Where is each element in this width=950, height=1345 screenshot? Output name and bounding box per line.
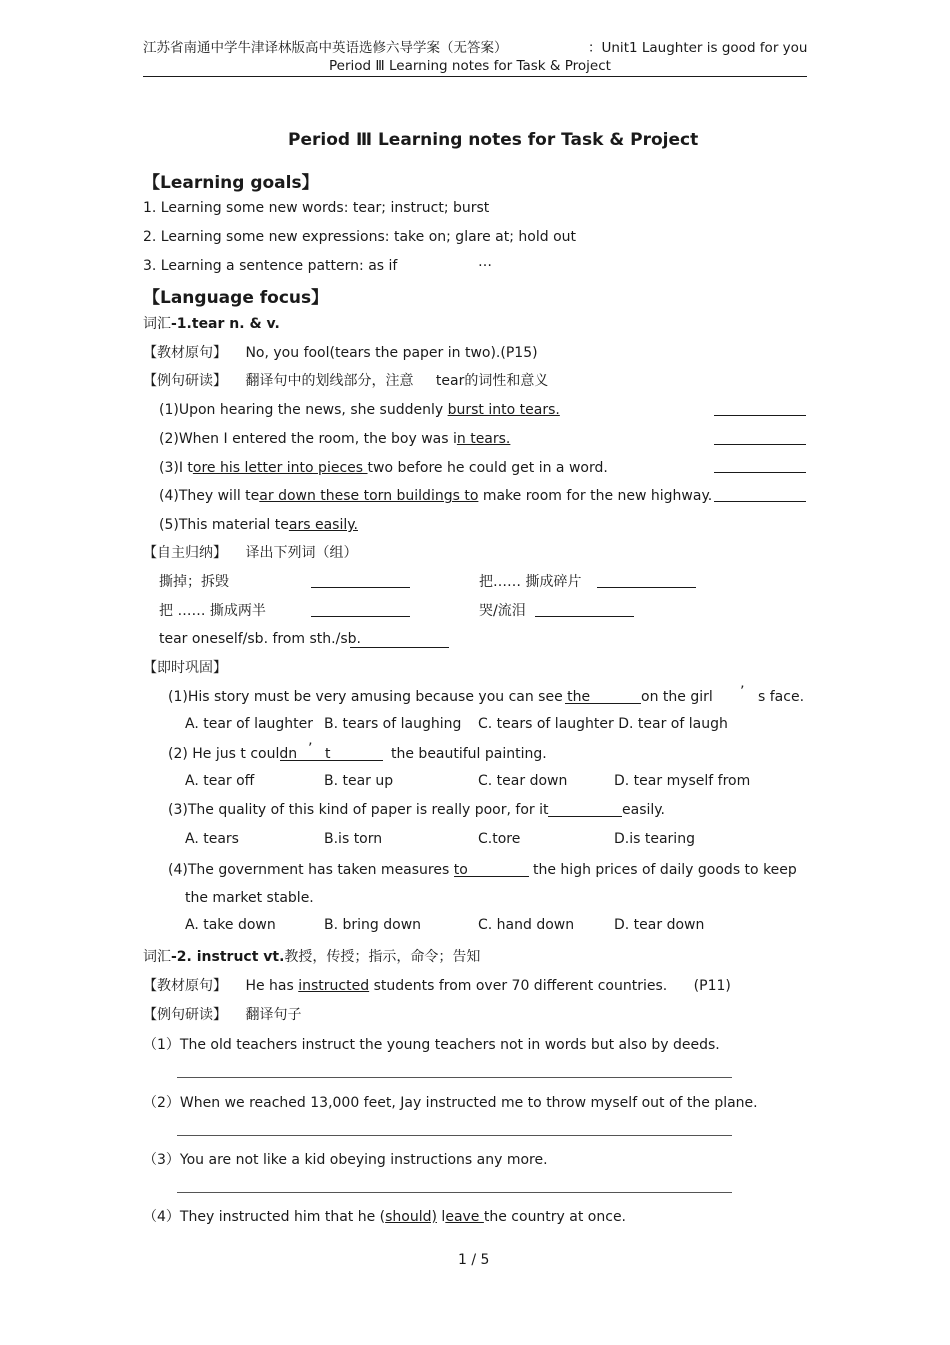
- term: tear oneself/sb. from sth./sb.: [159, 631, 361, 647]
- question-1-post: on the girl: [641, 689, 713, 705]
- question-1-end: s face.: [758, 689, 805, 705]
- example-study-2: 【例句研读】 翻译句子: [143, 1007, 302, 1023]
- answer-blank[interactable]: [714, 501, 806, 502]
- answer-blank[interactable]: [714, 444, 806, 445]
- focus-heading: 【Language focus】: [143, 288, 329, 308]
- header-left: 江苏省南通中学牛津译林版高中英语选修六导学案（无答案）: [143, 40, 508, 56]
- summary-heading: 【自主归纳】 译出下列词（组）: [143, 545, 358, 561]
- answer-blank[interactable]: [597, 587, 696, 588]
- question-3-post: easily.: [622, 802, 666, 818]
- option[interactable]: A. tear of laughter: [185, 716, 314, 732]
- question-2: (2) He jus t couldn: [168, 746, 298, 762]
- page-title: Period Ⅲ Learning notes for Task & Project: [288, 130, 699, 150]
- apostrophe: ’: [308, 741, 313, 757]
- answer-blank[interactable]: [565, 703, 641, 704]
- option[interactable]: D. tear myself from: [614, 773, 751, 789]
- term: 把 …… 撕成两半: [159, 603, 266, 619]
- question-2-post: the beautiful painting.: [391, 746, 547, 762]
- sentence-1: （1）The old teachers instruct the young teachers not in words but also by deeds.: [143, 1037, 720, 1053]
- example-2: (2)When I entered the room, the boy was in tears.: [159, 431, 511, 447]
- option[interactable]: C.tore: [478, 831, 521, 847]
- option[interactable]: C. hand down: [478, 917, 575, 933]
- goal-item: 2. Learning some new expressions: take on; glare at; hold out: [143, 229, 577, 245]
- question-4-post: the high prices of daily goods to keep: [533, 862, 797, 878]
- example-3: (3)I tore his letter into pieces two before he could get in a word.: [159, 460, 608, 476]
- example-1: (1)Upon hearing the news, she suddenly burst into tears.: [159, 402, 560, 418]
- term: 哭/流泪: [479, 603, 526, 619]
- option[interactable]: B.is torn: [324, 831, 383, 847]
- question-2-mid: t: [325, 746, 331, 762]
- goal-item: 3. Learning a sentence pattern: as if: [143, 258, 398, 274]
- translation-line[interactable]: [177, 1135, 732, 1136]
- option[interactable]: C. tears of laughter D. tear of laugh: [478, 716, 728, 732]
- answer-blank[interactable]: [548, 816, 622, 817]
- term: 撕掉；拆毁: [159, 574, 229, 590]
- option[interactable]: D. tear down: [614, 917, 705, 933]
- goals-heading: 【Learning goals】: [143, 173, 319, 193]
- option[interactable]: A. tear off: [185, 773, 255, 789]
- goal-ellipsis: …: [478, 254, 492, 270]
- option[interactable]: C. tear down: [478, 773, 568, 789]
- consolidate-heading: 【即时巩固】: [143, 660, 227, 676]
- option[interactable]: B. bring down: [324, 917, 422, 933]
- answer-blank[interactable]: [714, 472, 806, 473]
- answer-blank[interactable]: [280, 760, 383, 761]
- answer-blank[interactable]: [311, 587, 410, 588]
- sentence-2: （2）When we reached 13,000 feet, Jay instructed me to throw myself out of the plane.: [143, 1095, 758, 1111]
- option[interactable]: B. tears of laughing: [324, 716, 462, 732]
- answer-blank[interactable]: [311, 616, 410, 617]
- answer-blank[interactable]: [454, 876, 529, 877]
- option[interactable]: A. tears: [185, 831, 239, 847]
- option[interactable]: D.is tearing: [614, 831, 695, 847]
- header-sub: Period Ⅲ Learning notes for Task & Project: [329, 58, 611, 74]
- answer-blank[interactable]: [714, 415, 806, 416]
- original-sentence-2: 【教材原句】 He has instructed students from over 70 different countries. (P11): [143, 978, 731, 994]
- answer-blank[interactable]: [350, 647, 449, 648]
- example-study-1: 【例句研读】 翻译句中的划线部分，注意 tear的词性和意义: [143, 373, 549, 389]
- header-right: ：Unit1 Laughter is good for you: [588, 40, 808, 56]
- question-4-line2: the market stable.: [185, 890, 314, 906]
- sentence-4: （4）They instructed him that he (should) leave the country at once.: [143, 1209, 627, 1225]
- example-4: (4)They will tear down these torn buildings to make room for the new highway.: [159, 488, 713, 504]
- option[interactable]: B. tear up: [324, 773, 394, 789]
- translation-line[interactable]: [177, 1077, 732, 1078]
- vocab2-heading: 词汇-2. instruct vt.教授，传授；指示，命令；告知: [143, 949, 481, 965]
- header-rule: [143, 76, 807, 77]
- answer-blank[interactable]: [535, 616, 634, 617]
- sentence-3: （3）You are not like a kid obeying instructions any more.: [143, 1152, 548, 1168]
- goal-item: 1. Learning some new words: tear; instruct; burst: [143, 200, 490, 216]
- option[interactable]: A. take down: [185, 917, 276, 933]
- question-3: (3)The quality of this kind of paper is really poor, for it: [168, 802, 549, 818]
- original-sentence-1: 【教材原句】 No, you fool(tears the paper in two).(P15): [143, 345, 538, 361]
- page-number: 1 / 5: [458, 1252, 490, 1268]
- question-1: (1)His story must be very amusing because you can see the: [168, 689, 591, 705]
- question-4: (4)The government has taken measures to: [168, 862, 468, 878]
- translation-line[interactable]: [177, 1192, 732, 1193]
- term: 把…… 撕成碎片: [479, 574, 582, 590]
- vocab1-heading: 词汇-1.tear n. & v.: [143, 316, 280, 332]
- apostrophe: ’: [740, 684, 745, 700]
- example-5: (5)This material tears easily.: [159, 517, 358, 533]
